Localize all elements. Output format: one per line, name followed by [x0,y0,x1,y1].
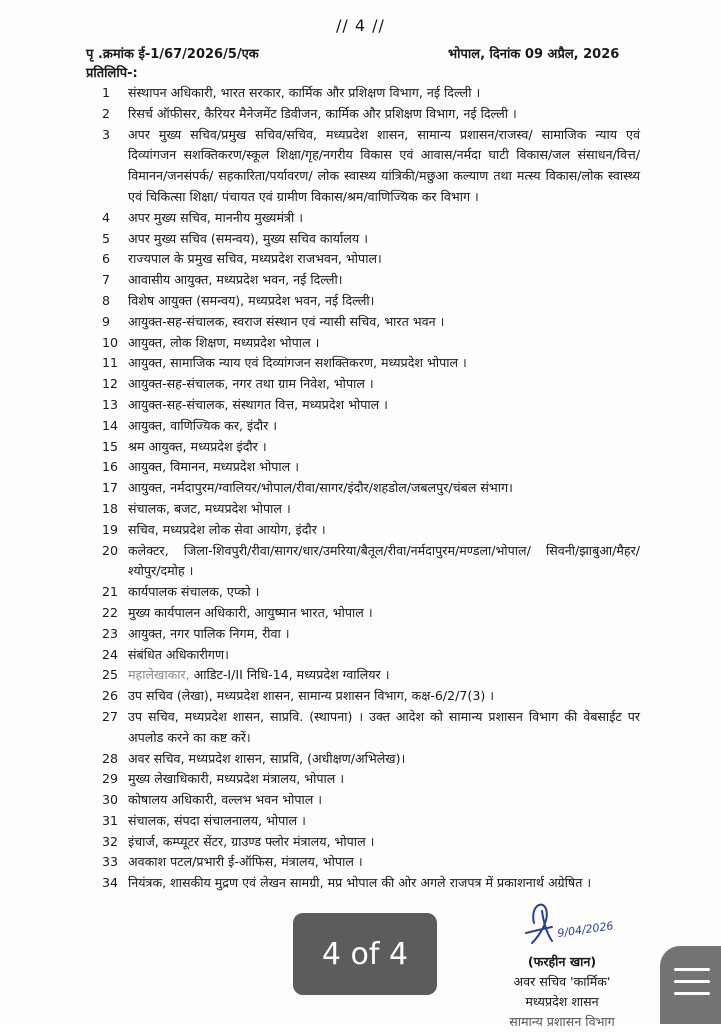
issue-date: भोपाल, दिनांक 09 अप्रैल, 2026 [448,47,620,62]
list-item [0,541,721,583]
item-number: 7 [102,272,111,288]
signatory-block [482,952,642,1032]
item-number: 18 [102,500,119,516]
list-item [0,686,721,707]
list-item [0,437,721,458]
item-text: आयुक्त-सह-संचालक, नगर तथा ग्राम निवेश, भोपाल । [128,376,374,392]
item-number: 27 [102,708,119,724]
list-item [0,291,721,312]
list-item [0,478,721,499]
item-number: 17 [102,480,119,496]
item-number: 22 [102,604,119,620]
item-text: कोषालय अधिकारी, वल्लभ भवन भोपाल । [128,792,323,808]
item-text: आयुक्त-सह-संचालक, स्वराज संस्थान एवं न्यासी सचिव, भारत भवन । [128,313,445,329]
item-text-grey: महालेखाकार, [128,667,190,683]
list-item [0,270,721,291]
item-text: संचालक, बजट, मध्यप्रदेश भोपाल । [128,500,291,516]
item-number: 9 [102,313,111,329]
item-text: अवकाश पटल/प्रभारी ई-ऑफिस, मंत्रालय, भोपाल । [128,854,363,870]
item-number: 30 [102,792,119,808]
item-text: आवासीय आयुक्त, मध्यप्रदेश भवन, नई दिल्ली। [128,272,343,288]
item-number: 16 [102,459,119,475]
item-number: 34 [102,875,119,891]
item-text [128,665,640,686]
signatory-department: सामान्य प्रशासन विभाग [509,1014,615,1029]
list-item [0,749,721,770]
item-number: 15 [102,438,119,454]
list-item [0,832,721,853]
item-number: 23 [102,625,119,641]
list-item [0,769,721,790]
list-item [0,852,721,873]
list-item [0,374,721,395]
item-text-rest: आडिट-I/II निधि-14, मध्यप्रदेश ग्वालियर । [189,667,390,683]
item-number: 28 [102,750,119,766]
list-item [0,873,721,894]
signatory-designation: अवर सचिव 'कार्मिक' [513,974,611,989]
item-text: नियंत्रक, शासकीय मुद्रण एवं लेखन सामग्री, मप्र भोपाल की ओर अगले राजपत्र में प्रकाशनार्थ अग्रेषित । [128,875,592,891]
item-number: 32 [102,833,119,849]
distribution-list [0,83,721,894]
item-number: 8 [102,292,111,308]
item-text: रिसर्च ऑफीसर, कैरियर मैनेजमेंट डिवीजन, कार्मिक और प्रशिक्षण विभाग, नई दिल्ली । [128,105,517,121]
item-text: कार्यपालक संचालक, एप्को । [128,584,260,600]
item-number: 11 [102,355,119,371]
item-text: आयुक्त, सामाजिक न्याय एवं दिव्यांगजन सशक्तिकरण, मध्यप्रदेश भोपाल । [128,355,467,371]
copy-to-label: प्रतिलिपि-: [86,66,138,81]
item-text: आयुक्त, लोक शिक्षण, मध्यप्रदेश भोपाल । [128,334,320,350]
list-item [0,353,721,374]
list-item [0,603,721,624]
item-text: आयुक्त, विमानन, मध्यप्रदेश भोपाल । [128,459,299,475]
signatory-office: मध्यप्रदेश शासन [525,994,599,1009]
menu-icon [674,968,710,971]
list-item [0,499,721,520]
item-text: अपर मुख्य सचिव, माननीय मुख्यमंत्री । [128,209,303,225]
list-item [0,457,721,478]
item-number: 26 [102,688,119,704]
item-number: 6 [102,251,111,267]
list-item [0,395,721,416]
item-text: अवर सचिव, मध्यप्रदेश शासन, साप्रवि, (अधीक्षण/अभिलेख)। [128,750,406,766]
item-text: विशेष आयुक्त (समन्वय), मध्यप्रदेश भवन, नई दिल्ली। [128,292,375,308]
page-indicator: 4 of 4 [293,913,437,995]
item-number: 2 [102,105,111,121]
item-text: कलेक्टर, जिला-शिवपुरी/रीवा/सागर/धार/उमरिया/बैतूल/रीवा/नर्मदापुरम/मण्डला/भोपाल/ सिवनी/झाबुआ/मैहर/श्योपुर/दमोह । [128,542,640,579]
list-item [0,624,721,645]
item-number: 5 [102,230,111,246]
item-number: 21 [102,584,119,600]
item-text: संचालक, संपदा संचालनालय, भोपाल । [128,812,306,828]
reference-number: पृ .क्रमांक ई-1/67/2026/5/एक [86,47,259,62]
item-number: 12 [102,376,119,392]
page-number: // 4 // [336,16,385,35]
list-item [0,665,721,686]
list-item [0,582,721,603]
item-text: सचिव, मध्यप्रदेश लोक सेवा आयोग, इंदौर । [128,521,326,537]
list-item [0,125,721,208]
item-number: 31 [102,812,119,828]
list-item [0,312,721,333]
list-item [0,104,721,125]
list-item [0,416,721,437]
list-item [0,83,721,104]
item-number: 29 [102,771,119,787]
item-text: आयुक्त, नगर पालिक निगम, रीवा । [128,625,290,641]
item-text: अपर मुख्य सचिव (समन्वय), मुख्य सचिव कार्यालय । [128,230,368,246]
item-text: अपर मुख्य सचिव/प्रमुख सचिव/सचिव, मध्यप्रदेश शासन, सामान्य प्रशासन/राजस्व/ सामाजिक न्याय एवं दिव्यांगजन सशक्तिकरण/स्कूल शिक्षा/गृह/नगरीय विकास एवं आवास/नर्मदा घाटी विकास/जल संसाधन/वित्त/विमानन/जनसंपर्क/ सहकारिता/पर्यावरण/ लोक स्वास्थ्य यांत्रिकी/मछुआ कल्याण तथा मत्स्य विकास/लोक स्वास्थ्य एवं चिकित्सा शिक्षा/ पंचायत एवं ग्रामीण विकास/श्रम/वाणिज्यिक कर विभाग । [128,126,640,204]
item-text: श्रम आयुक्त, मध्यप्रदेश इंदौर । [128,438,267,454]
item-number: 1 [102,85,111,100]
signatory-name: (फरहीन खान) [527,954,597,969]
menu-button[interactable] [660,946,721,1024]
list-item [0,229,721,250]
list-item [0,333,721,354]
item-text: संबंधित अधिकारीगण। [128,646,229,662]
list-item [0,707,721,749]
list-item [0,645,721,666]
list-item [0,208,721,229]
item-number: 10 [102,334,119,350]
item-number: 3 [102,126,111,142]
item-text: आयुक्त-सह-संचालक, संस्थागत वित्त, मध्यप्रदेश भोपाल । [128,396,388,412]
item-text: उप सचिव (लेखा), मध्यप्रदेश शासन, सामान्य प्रशासन विभाग, कक्ष-6/2/7(3) । [128,688,495,704]
item-text: संस्थापन अधिकारी, भारत सरकार, कार्मिक और प्रशिक्षण विभाग, नई दिल्ली । [128,85,481,100]
item-text: इंचार्ज, कम्प्यूटर सेंटर, ग्राउण्ड फ्लोर मंत्रालय, भोपाल । [128,833,375,849]
item-text: राज्यपाल के प्रमुख सचिव, मध्यप्रदेश राजभवन, भोपाल। [128,251,382,267]
item-number: 25 [102,667,119,683]
item-number: 4 [102,209,111,225]
item-text: मुख्य लेखाधिकारी, मध्यप्रदेश मंत्रालय, भोपाल । [128,771,345,787]
item-number: 33 [102,854,119,870]
item-text: उप सचिव, मध्यप्रदेश शासन, साप्रवि. (स्थापना) । उक्त आदेश को सामान्य प्रशासन विभाग की वेबसाईट पर अपलोड करने का कष्ट करें। [128,708,640,745]
list-item [0,520,721,541]
item-number: 24 [102,646,119,662]
list-item [0,811,721,832]
item-text: मुख्य कार्यपालन अधिकारी, आयुष्मान भारत, भोपाल । [128,604,373,620]
item-number: 20 [102,542,119,558]
item-number: 14 [102,417,119,433]
list-item [0,790,721,811]
item-text: आयुक्त, वाणिज्यिक कर, इंदौर । [128,417,278,433]
list-item [0,249,721,270]
signature-date: 9/04/2026 [556,919,615,940]
item-number: 13 [102,396,119,412]
item-text: आयुक्त, नर्मदापुरम/ग्वालियर/भोपाल/रीवा/सागर/इंदौर/शहडोल/जबलपुर/चंबल संभाग। [128,480,513,496]
item-number: 19 [102,521,119,537]
signature-mark [512,893,622,953]
